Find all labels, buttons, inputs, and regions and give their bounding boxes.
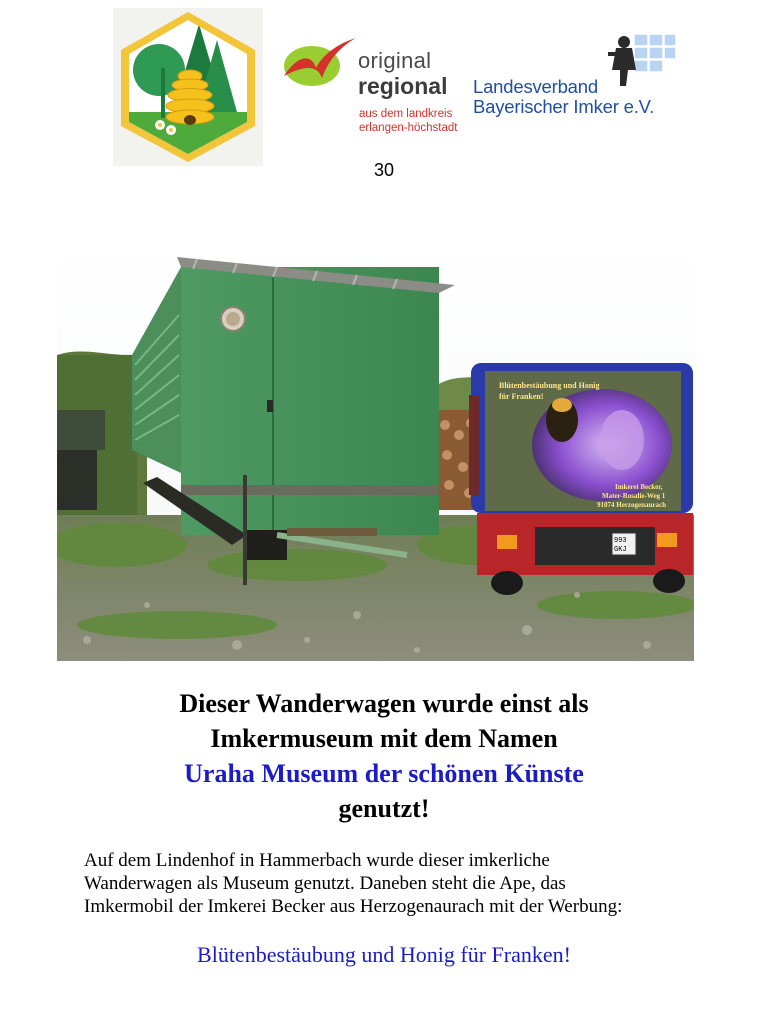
landesverband-logo [470,30,680,130]
slogan: Blütenbestäubung und Honig für Franken! [197,942,571,967]
beekeeper-logo [113,8,263,166]
sign-text-2: für Franken! [499,392,544,401]
sign-address-3: 91074 Herzogenaurach [597,501,667,509]
body-text-line-2: Wanderwagen als Museum genutzt. Daneben steht die Ape, das [84,873,566,894]
original-regional-logo [278,26,458,146]
beehive-icon [113,8,263,166]
sign-address-2: Mater-Rosalie-Weg 1 [602,492,666,500]
sign-text-1: Blütenbestäubung und Honig [499,381,600,390]
swoosh-icon [278,34,358,98]
landesverband-line2: Bayerischer Imker e.V. [473,96,655,117]
heading-line-4: genutzt! [338,794,430,823]
regional-line-landkreis: aus dem landkreis [359,108,453,120]
heading-museum-name: Uraha Museum der schönen Künste [184,759,584,788]
wanderwagen-photo [57,245,694,661]
beekeeper-statue-icon [598,30,678,90]
heading-line-2: Imkermuseum mit dem Namen [210,724,558,753]
plate-text-top: 993 [614,537,627,545]
plate-text-bottom: GKJ [614,546,627,554]
regional-line-regional: regional [358,73,448,99]
sign-address-1: Imkerei Becker, [615,483,663,491]
body-text-line-1: Auf dem Lindenhof in Hammerbach wurde dieser imkerliche [84,850,550,871]
heading-line-1: Dieser Wanderwagen wurde einst als [179,689,589,718]
landesverband-line1: Landesverband [473,76,598,97]
body-text-line-3: Imkermobil der Imkerei Becker aus Herzogenaurach mit der Werbung: [84,896,623,917]
page-number: 30 [373,160,395,180]
regional-line-district: erlangen-höchstadt [359,122,458,134]
regional-line-original: original [358,48,432,73]
